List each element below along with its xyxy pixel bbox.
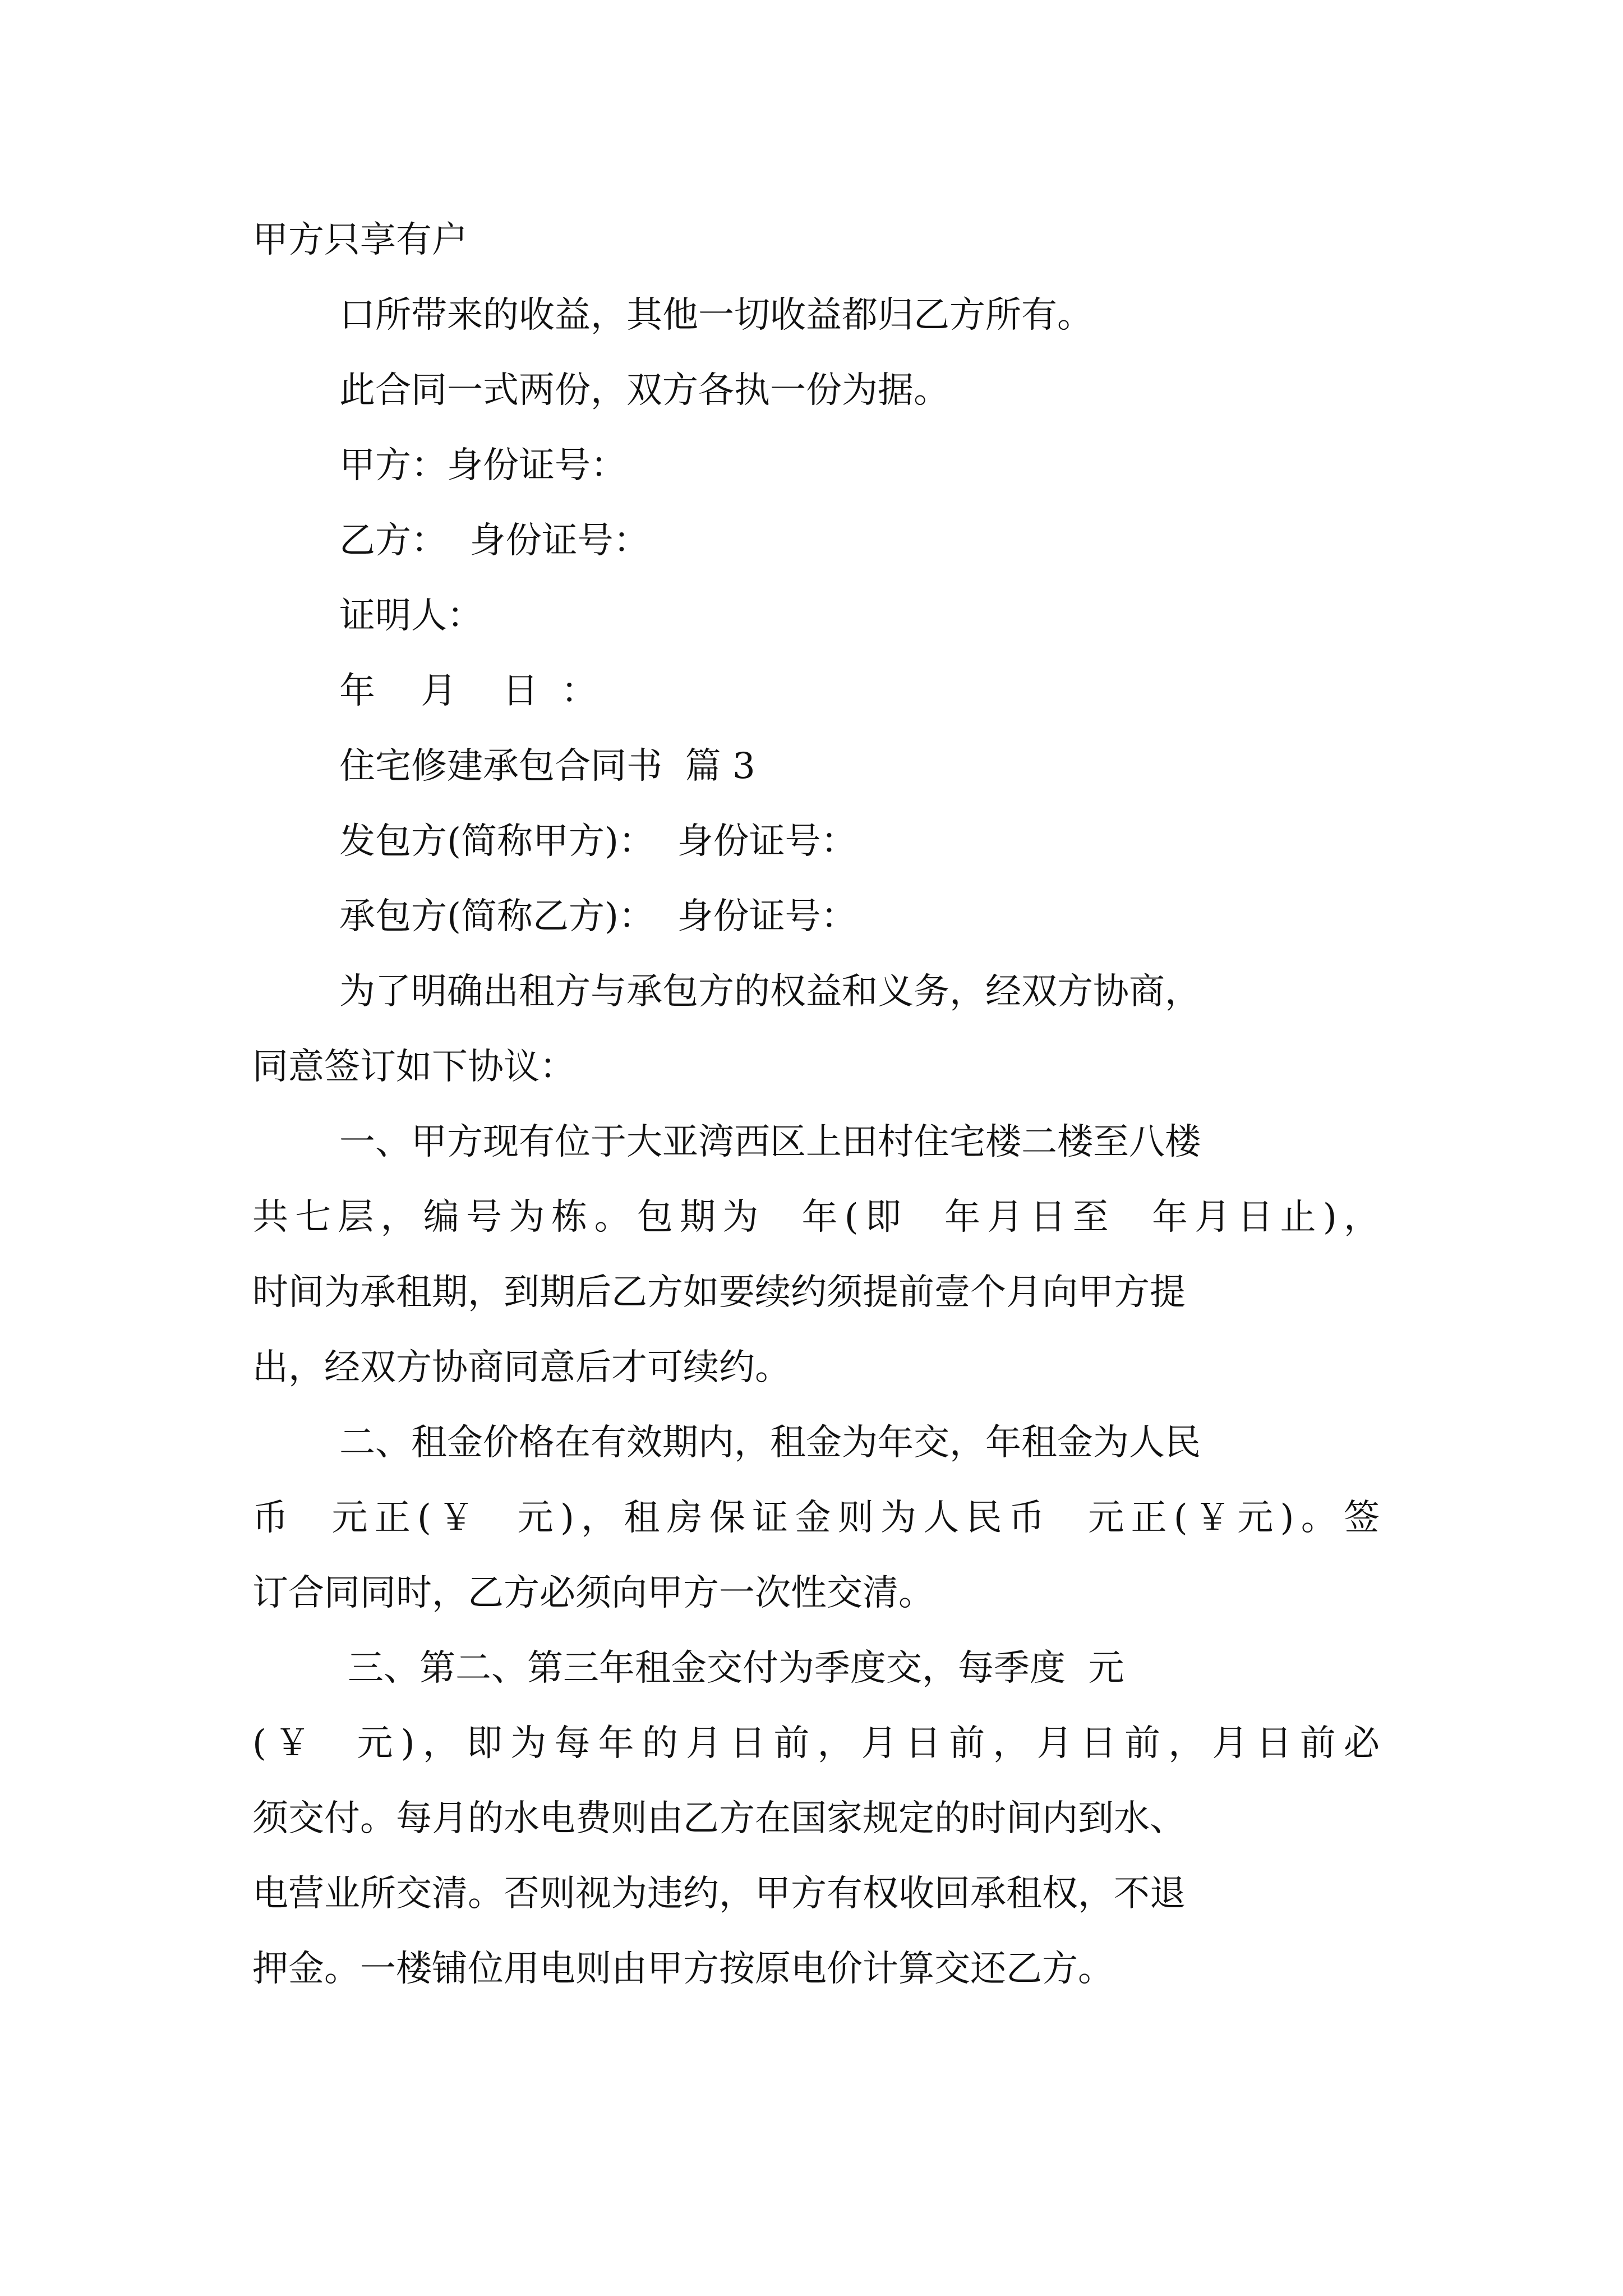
text-line: 甲方只享有户 (252, 219, 468, 261)
text-line: 同意签订如下协议： (252, 1046, 575, 1088)
text-line: 三、第二、第三年租金交付为季度交，每季度 元 (348, 1648, 1124, 1689)
text-line: 证明人： (339, 595, 483, 637)
text-line: 币 元正(￥ 元)，租房保证金则为人民币 元正(￥元)。签 (252, 1497, 1380, 1539)
text-line: 为了明确出租方与承包方的权益和义务，经双方协商， (339, 971, 1201, 1013)
text-line: 时间为承租期，到期后乙方如要续约须提前壹个月向甲方提 (252, 1272, 1186, 1313)
text-line: 年 月 日 ： (339, 670, 597, 712)
section-heading: 住宅修建承包合同书 篇 3 (339, 746, 755, 787)
text-line: 电营业所交清。否则视为违约，甲方有权收回承租权，不退 (252, 1873, 1186, 1915)
text-line: 发包方(简称甲方)： 身份证号： (339, 821, 857, 862)
text-line: 甲方：身份证号： (339, 445, 626, 486)
text-line: 乙方： 身份证号： (339, 520, 649, 562)
text-line: (￥ 元)，即为每年的月日前，月日前，月日前，月日前必 (252, 1723, 1380, 1764)
text-line: 此合同一式两份，双方各执一份为据。 (339, 370, 949, 411)
text-line: 出，经双方协商同意后才可续约。 (252, 1347, 791, 1388)
text-line: 须交付。每月的水电费则由乙方在国家规定的时间内到水、 (252, 1798, 1186, 1839)
text-line: 二、租金价格在有效期内，租金为年交，年租金为人民 (339, 1422, 1201, 1464)
text-line: 口所带来的收益，其他一切收益都归乙方所有。 (339, 295, 1093, 336)
text-line: 一、甲方现有位于大亚湾西区上田村住宅楼二楼至八楼 (339, 1121, 1201, 1163)
text-line: 押金。一楼铺位用电则由甲方按原电价计算交还乙方。 (252, 1948, 1114, 1990)
text-line: 承包方(简称乙方)： 身份证号： (339, 896, 857, 937)
text-line: 共七层，编号为栋。包期为 年(即 年月日至 年月日止)， (252, 1197, 1380, 1238)
text-line: 订合同同时，乙方必须向甲方一次性交清。 (252, 1572, 934, 1614)
